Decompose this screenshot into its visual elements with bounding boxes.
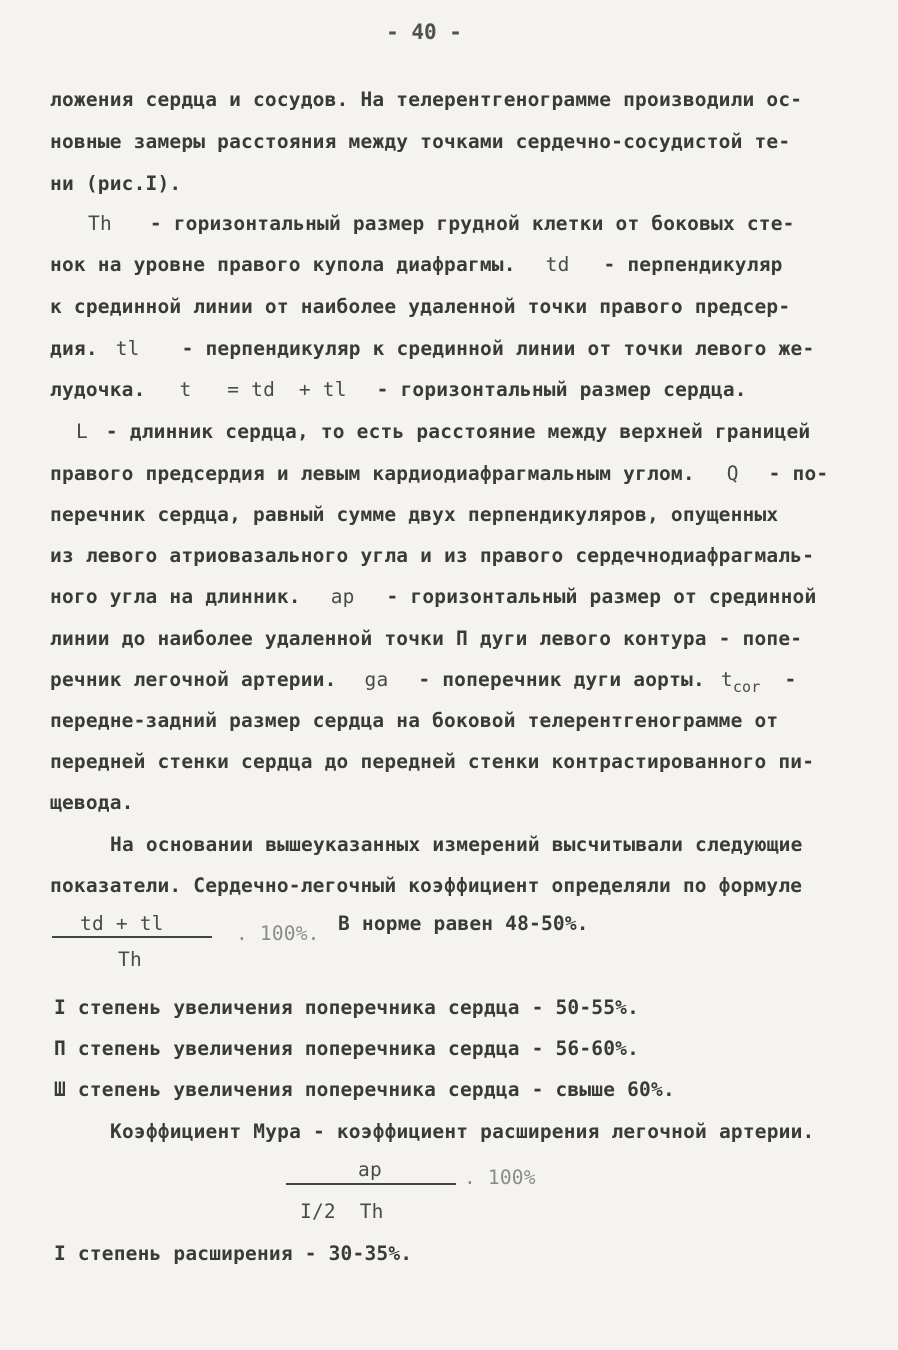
text-line: к срединной линии от наиболее удаленной точки правого предсер- <box>50 295 791 318</box>
text-line: линии до наиболее удаленной точки П дуги левого контура - попе- <box>50 627 803 650</box>
text-line: из левого атриовазального угла и из правого сердечнодиафрагмаль- <box>50 544 815 567</box>
formula-t: t = td + tl <box>179 378 347 401</box>
fraction-bar <box>286 1183 456 1185</box>
symbol-th: Th <box>88 212 112 235</box>
symbol-t-cor: $t_{cor}$ <box>720 668 761 696</box>
formula-denominator: Th <box>118 948 142 971</box>
text-line: лудочка. t = td + tl - горизонтальный размер сердца. <box>50 378 747 401</box>
text-line: ного угла на длинник. ap - горизонтальный размер от срединной <box>50 585 817 608</box>
symbol-q: Q <box>726 462 739 485</box>
text-line: ни (рис.I). <box>50 172 182 195</box>
text-line: правого предсердия и левым кардиодиафрагмальным углом. Q - по- <box>50 462 829 485</box>
formula-numerator: ap <box>358 1158 382 1181</box>
symbol-l: L <box>76 420 88 443</box>
text-line: нок на уровне правого купола диафрагмы. td - перпендикуляр <box>50 253 783 276</box>
text-line: щевода. <box>50 791 134 814</box>
degree-item: I степень расширения - 30-35%. <box>54 1242 413 1265</box>
degree-item: П степень увеличения поперечника сердца - 56-60%. <box>54 1037 640 1060</box>
text-line: На основании вышеуказанных измерений высчитывали следующие <box>110 833 803 856</box>
formula-note: В норме равен 48-50%. <box>338 912 589 935</box>
text-line: L - длинник сердца, то есть расстояние между верхней границей <box>76 420 811 443</box>
formula-denominator: I/2 Th <box>300 1200 384 1223</box>
text-line: ложения сердца и сосудов. На телерентгенограмме производили ос- <box>50 88 803 111</box>
formula-multiplier: . 100% <box>464 1166 536 1189</box>
text-line: передней стенки сердца до передней стенки контрастированного пи- <box>50 750 815 773</box>
formula-numerator: td + tl <box>80 912 164 935</box>
symbol-ga: ga <box>364 668 389 691</box>
page-number: - 40 - <box>386 20 462 44</box>
text-line: показатели. Сердечно-легочный коэффициент определяли по формуле <box>50 874 803 897</box>
text-line: перечник сердца, равный сумме двух перпендикуляров, опущенных <box>50 503 779 526</box>
degree-item: I степень увеличения поперечника сердца - 50-55%. <box>54 996 640 1019</box>
text-line: речник легочной артерии. ga - поперечник дуги аорты. $t_{cor}$ - <box>50 668 797 696</box>
text-line: Коэффициент Мура - коэффициент расширения легочной артерии. <box>110 1120 815 1143</box>
text-line: новные замеры расстояния между точками сердечно-сосудистой те- <box>50 130 791 153</box>
degree-item: Ш степень увеличения поперечника сердца - свыше 60%. <box>54 1078 675 1101</box>
symbol-td: td <box>545 253 570 276</box>
text-line: Th - горизонтальный размер грудной клетки от боковых сте- <box>88 212 795 235</box>
fraction-bar <box>52 936 212 938</box>
symbol-ap: ap <box>330 585 355 608</box>
text-line: передне-задний размер сердца на боковой телерентгенограмме от <box>50 709 779 732</box>
text-line: дия. tl - перпендикуляр к срединной линии от точки левого же- <box>50 337 815 360</box>
formula-multiplier: . 100%. <box>236 922 320 945</box>
symbol-tl: tl <box>115 337 140 360</box>
